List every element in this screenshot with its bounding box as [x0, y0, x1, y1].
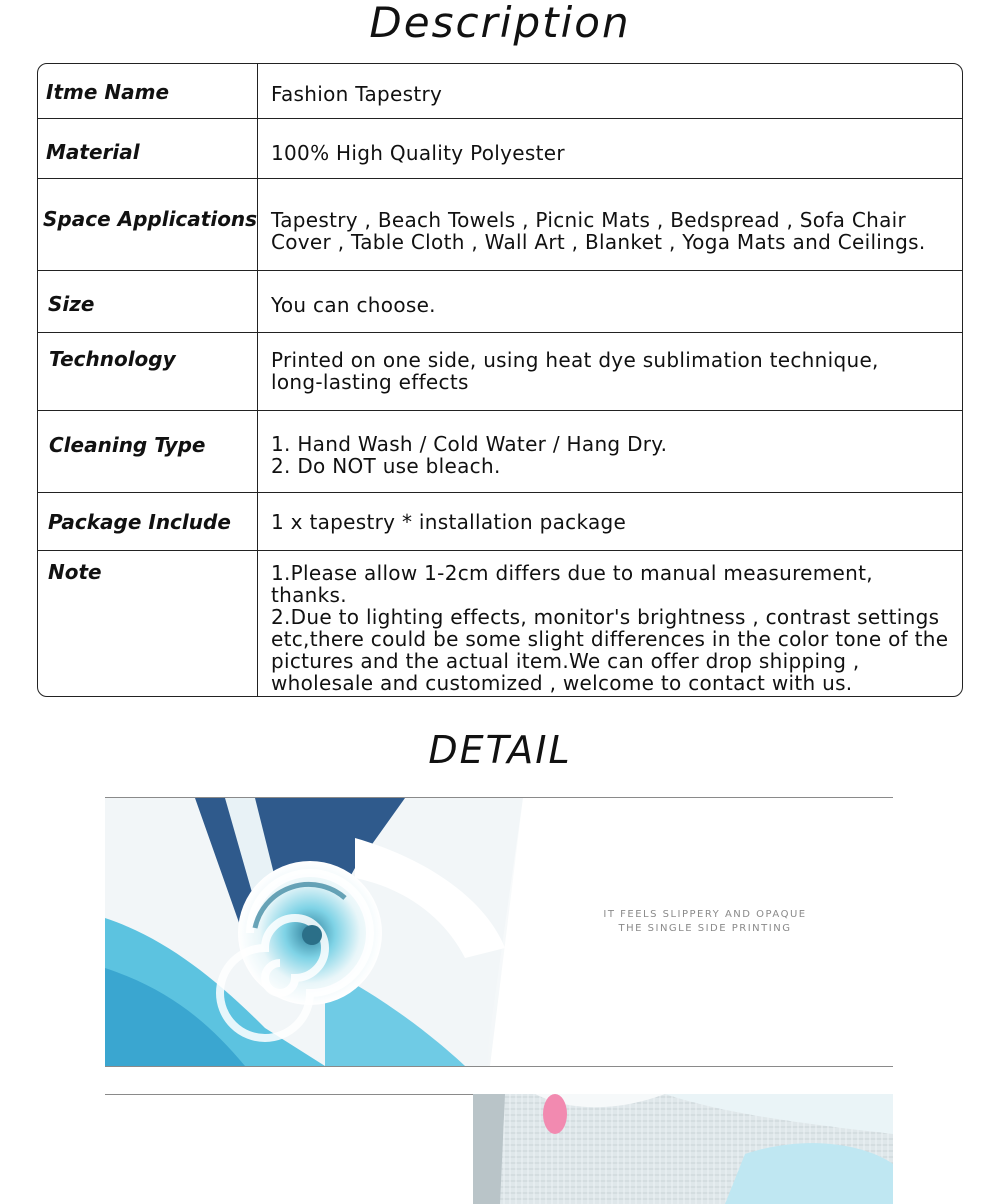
spec-label: Space Applications — [43, 207, 258, 231]
caption-line-1: IT FEELS SLIPPERY AND OPAQUE — [603, 909, 807, 920]
fabric-closeup-photo — [105, 1094, 893, 1204]
spec-row-note — [38, 551, 962, 697]
spec-row-cleaning-type — [38, 411, 962, 493]
spec-value: You can choose. — [271, 293, 436, 317]
spec-label: Package Include — [48, 510, 231, 534]
detail-caption — [560, 908, 850, 936]
spec-row-size — [38, 271, 962, 333]
spec-row-material — [38, 119, 962, 179]
spec-label: Technology — [49, 347, 176, 371]
spec-value: 1 x tapestry * installation package — [271, 510, 627, 534]
spec-row-space-applications — [38, 179, 962, 271]
description-heading: Description — [369, 0, 631, 47]
spec-value: 1.Please allow 1-2cm differs due to manual measurement, thanks. 2.Due to lighting effects, monitor's brightness , contrast settings etc,there could be some slight differences in the color tone of the pictures and the actual item.We can offer drop shipping , wholesale and customized , welcome to contact with us. — [271, 561, 949, 695]
spec-row-package-include — [38, 493, 962, 551]
spec-label: Cleaning Type — [49, 433, 206, 457]
caption-line-2: THE SINGLE SIDE PRINTING — [618, 923, 792, 934]
spec-value: Fashion Tapestry — [271, 82, 443, 106]
spec-table — [37, 63, 963, 697]
spec-value: Printed on one side, using heat dye sublimation technique, long-lasting effects — [271, 348, 879, 394]
spec-value: 1. Hand Wash / Cold Water / Hang Dry. 2. Do NOT use bleach. — [271, 432, 668, 478]
spec-row-technology — [38, 333, 962, 411]
detail-heading: DETAIL — [428, 728, 572, 772]
spec-label: Material — [46, 140, 140, 164]
spec-label: Size — [48, 292, 95, 316]
spec-value: 100% High Quality Polyester — [271, 141, 565, 165]
spec-label: Itme Name — [46, 80, 170, 104]
divider — [105, 1066, 893, 1067]
spec-label: Note — [48, 560, 102, 584]
spec-row-item-name — [38, 64, 962, 119]
spec-value: Tapestry , Beach Towels , Picnic Mats , Bedspread , Sofa Chair Cover , Table Cloth , Wall Art , Blanket , Yoga Mats and Ceilings. — [271, 208, 926, 254]
